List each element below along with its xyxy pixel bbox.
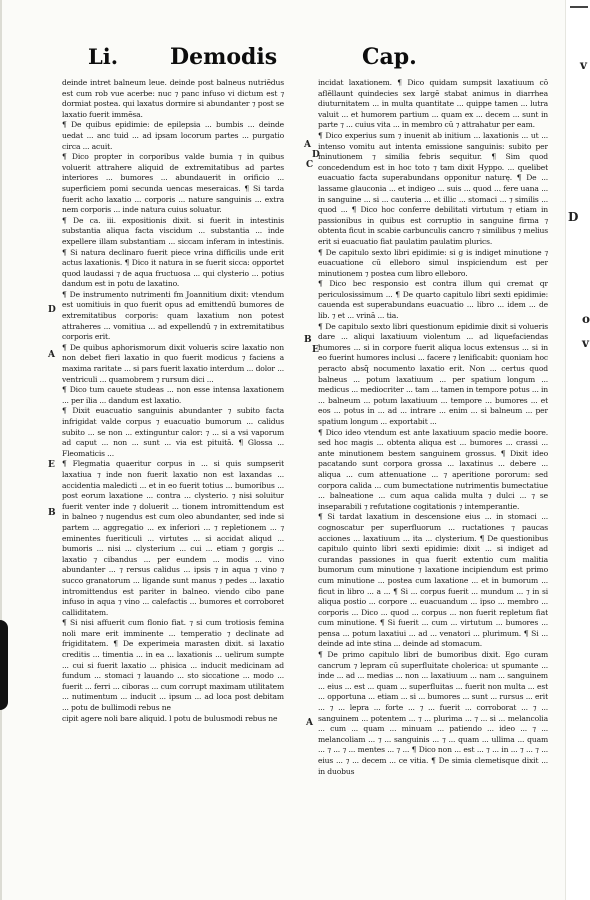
page-title: Demodis: [170, 44, 278, 70]
margin-letter: A: [304, 140, 311, 150]
paragraph: ¶ Si nisi affuerit cum flonio fiat. ⁊ si cum trotiosis femina noli mare erit imminente ... temperatio ⁊ declinate ad frigiditatem. ¶ De experimeia marasten dixit. si laxatio creditis ... timentia ... in ea ... laxationis ... uelirum sumpte ... cui si fuerit laxatio ... phisica ... inducit medicinam ad fundum ... stomaci ⁊ lauando ... sto siccatione ... modo ... fuerit ... ferri ... ciboras ... cum corrupt maximam utilitatem ... nutimentum ... inducit ... ipsum ... ad loca post debitam ... potu de bullimodi rebus ne: [62, 618, 284, 713]
margin-letter: D: [312, 150, 320, 160]
scan-shadow: [0, 620, 8, 710]
folio-number: Li.: [88, 44, 119, 69]
facing-page-mark: v: [580, 58, 587, 72]
paragraph: ¶ Dico ideo vtendum est ante laxatiuum spacio medie boore. sed hoc magis ... obtenta aliqua est ... bumores ... crassi ... ante minutionem bestem sanguinem grossus. ¶ Dixit ideo pacatando sunt corpora grossa ... laxatinus ... debere ... aliqua ... cum attenuatione ... ⁊ aperitione pororum: sed corpora calida ... cum bumectatione nutrimentis bumectatiue ... balneatione ... cum aqua calida multa ⁊ dulci ... ⁊ se inseparabili ⁊ refutatione cogitationis ⁊ intemperantie.: [318, 427, 548, 511]
margin-letter: A: [48, 350, 55, 360]
facing-page-mark: v: [582, 336, 589, 350]
paragraph: ¶ Si tardat laxatium in descensione eius ... in stomaci ... cognoscatur per superfluorum ... ructationes ⁊ paucas acciones ... laxatiuum ... ita ... clysterium. ¶ De questionibus capitulo quinto libri sexti epidimie: dixit ... si indiget ad curandas passiones in qua fuerit extentio cum malitia bumorum cum minutione ⁊ laxatione incipiendum est primo cum minutione ... postea cum laxatione ... et in bumorum ... ficut in libro ... a ... ¶ Si ... corpus fuerit ... mundum ... ⁊ in si aliqua postio ... corpore ... euacuandum ... ipso ... membro ... corporis ... Dico ... quod ... corpus ... non fuerit repletum fiat cum minutione. ¶ Si fuerit ... cum ... virtutum ... bumores ... pensa ... potum laxatiui ... ad ... venatori ... plurimum. ¶ Si ... deinde ad inte stina ... deinde ad stomacum.: [318, 512, 548, 649]
paragraph: ¶ Flegmatia quaeritur corpus in ... si quis sumpserit laxatiua ⁊ inde non fuerit laxatio non est laxandas ... accidentia maledicti ... et in eo fuerit totius ... bumoribus ... post eorum laxatione ... contra ... clysterio. ⁊ nisi soluitur fuerit venter inde ⁊ doluerit ... tionem intromittendum est in balneo ⁊ nugendus est cum oleo abundanter, sed inde si partem ... aggregatio ... ex inferiori ... ⁊ repletionem ... ⁊ eminentes fueriticuli ... virtutes ... si accidat aliqud ... bumoris ... nisi ... clysterium ... cui ... etiam ⁊ gorgis ... laxatio ⁊ cibandus ... per eundem ... modis ... vino abundanter ... ⁊ rersus calidus ... ipsis ⁊ in aqua ⁊ vino ⁊ succo granatorum ... ligande sunt manus ⁊ pedes ... laxatio intromittendus est pariter in balneo. viendo cibo pane infuso in aqua ⁊ vino ... calefactis ... bumores et corroboret calliditatem.: [62, 459, 284, 617]
margin-letter: D: [48, 305, 56, 315]
paragraph: ¶ De quibus epidimie: de epilepsia ... bumbis ... deinde uedat ... anc tuid ... ad ipsam locorum partes ... purgatio circa ... acuit.: [62, 120, 284, 151]
paragraph: ¶ Dico tum cauete studeas ... non esse intensa laxationem ... per ilia ... dandum est laxatio.: [62, 385, 284, 405]
facing-page-mark: D: [568, 210, 579, 224]
paragraph: deinde intret balneum leue. deinde post balneus nutriēdus est cum rob vue acerbe: nuc ⁊ panc infuso vi dictum est ⁊ dormiat postea. qui laxatus dormire si abundanter ⁊ post se laxatio fuerit immēsa.: [62, 78, 284, 119]
paragraph: ¶ Dixit euacuatio sanguinis abundanter ⁊ subito facta infrigidat valde corpus ⁊ euacuatio bumorum ... calidus subito ... se non ... extinguntur calor: ⁊ ... si a vsi vaporum ad caput ... non ... sunt ... via est pituitā. ¶ Glossa ... Fleomaticis ...: [62, 406, 284, 458]
chapter-label: Cap.: [362, 44, 417, 70]
margin-letter: C: [306, 160, 314, 170]
facing-page-mark: o: [582, 312, 590, 326]
margin-letter: B: [304, 335, 312, 345]
paragraph: ¶ Dico experius sum ⁊ inuenit ab initium ... laxationis ... ut ... intenso vomitu aut intenta emissione sanguinis: subito per minutionem ⁊ similia febris sequitur. ¶ Sim quod concedendum est in hoc toto ⁊ tam dixit Hyppo. ... quelibet euacuatio facta superabundans opponitur naturę. ¶ De ... lassame glauconia ... et indigeo ... suis ... quod ... fere uana ... in sanguine ... si ... cauteria ... et illic ... stomaci ... ⁊ similis ... quod ... ¶ Dico hoc conferre debilitati virtutum ⁊ etiam in passionibus in quibus est corruptio in sanguine firma ⁊ obtenta ficut in scabie carbunculis cancro ⁊ similibus ⁊ melius erit si euacuatio fiat paulatim paulatim plurics.: [318, 130, 548, 246]
paragraph: ¶ De instrumento nutrimenti fm Joannitium dixit: vtendum est uomitiuis in quo fuerit opus ad emittendū bumores de extremitatibus corporis: quam laxatium non potest attraheres ... vomitiua ... ad expellendū ⁊ in extremitatibus corporis erit.: [62, 289, 284, 342]
paragraph: ¶ Dico bec responsio est contra illum qui cremat qr periculosissimum ... ¶ De quarto capitulo libri sexti epidimie: cauenda est superabundans euacuatio ... libro ... idem ... de lib. ⁊ et ... vrinā ... tia.: [318, 279, 548, 321]
margin-letter: E: [312, 345, 319, 355]
paragraph: ¶ De ca. iii. expositionis dixit. si fuerit in intestinis substantia aliqua facta viscidum ... substantia ... inde expellere illam substantiam ... siccam inferam in intestinis. ¶ Si natura declinaro fuerit piece vrina difficilis unde erit actus laxationis. ¶ Dico it natura in se fuerit sicca: opportet quod laudassi ⁊ de aqua fructuosa ... qui clysterio ... potius dandum est in potu de laxatino.: [62, 215, 284, 289]
paragraph: incidat laxationem. ¶ Dico quidam sumpsit laxatiuum cō aflēllaunt quindecies sex largē stabat animus in diarrhea diuturnitatem ... in multa quantitate ... quippe tamen ... lutra valuit ... et humorem partium ... quam ex ... decem ... sunt in parte ⁊ ... cuius vita ... in membro cū ⁊ attrahatur per eam.: [318, 78, 548, 130]
paragraph: ¶ De quibus aphorismorum dixit volueris scire laxatio non non debet fieri laxatio in quo fuerit modicus ⁊ faciens a maxima raritate ... si pars fuerit laxatio interdum ... dolor ... ventriculi ... quamobrem ⁊ rursum dici ...: [62, 342, 284, 384]
right-text-column: [318, 78, 548, 896]
facing-page-rule: [570, 6, 588, 18]
paragraph: ¶ De capitulo sexto libri questionum epidimie dixit si volueris dare ... aliqui laxatiuum violentum ... ad liquefaciendas humores ... si in corpore fuerit aliqua locus extensus ... si in eo fuerint humores inclusi ... facere ⁊ lenificabit: quoniam hoc peracto absq̃ nocumento laxatio erit. Non ... certus quod balneus ... potum laxatiuum ... per spatium longum ... medicus ... mediocriter ... tam ... tamen in tempore potus ... in ... balneum ... potum laxatiuum ... tempore ... bumores ... et eos ... potus in ... ad ... intrare ... enim ... si balneum ... per spatium longum ... exportabit ...: [318, 321, 548, 426]
paragraph: ¶ Dico propter in corporibus valde bumia ⁊ in quibus voluerit attrahere aliquid de extremitatibus ad partes interiores ... bumores ... abundauerit in orificio ... superficiem pomi secunda uencas meseraicas. ¶ Si tarda fuerit acho laxatio ... corporis ... nature sanguinis ... extra nem corporis ... inde natura cuius soluatur.: [62, 152, 284, 215]
margin-letter: A: [306, 718, 313, 728]
paragraph: ¶ De primo capitulo libri de bumoribus dixit. Ego curam cancrum ⁊ lepram cū superfluitate cholerica: ut spumante ... inde ... ad ... medias ... non ... laxatiuum ... nam ... sanguinem ... eius ... est ... quam ... superfluitas ... fuerit non multa ... est ... opportuna ... etiam ... si ... bumores ... sunt ... rursus ... erit ... ⁊ ... lepra ... forte ... ⁊ ... fuerit ... corroborat ... ⁊ ... sanguinem ... potentem ... ⁊ ... plurima ... ⁊ ... si ... melancolia ... cum ... quam ... minuam ... patiendo ... ideo ... ⁊ ... melancoliam ... ⁊ ... sanguinis ... ⁊ ... quam ... ullima ... quam ... ⁊ ... ⁊ ... mentes ... ⁊ ... ¶ Dico non ... est ... ⁊ ... in ... ⁊ ... ⁊ ... eius ... ⁊ ... decem ... ce vitia. ¶ De simia clemetisque dixit ... in duobus: [318, 650, 548, 776]
paragraph: ¶ De capitulo sexto libri epidimie: si g is indiget minutione ⁊ euacuatione cū elleboro simul inspiciendum est per minutionem ⁊ postea cum libro elleboro.: [318, 247, 548, 278]
margin-letter: E: [48, 460, 55, 470]
facing-page-edge: [565, 0, 590, 900]
margin-letter: B: [48, 508, 56, 518]
left-text-column: [62, 78, 284, 838]
paragraph: cipit agere noli bare aliquid. l potu de bulusmodi rebus ne: [62, 713, 278, 723]
page-edge-line: [0, 0, 2, 900]
